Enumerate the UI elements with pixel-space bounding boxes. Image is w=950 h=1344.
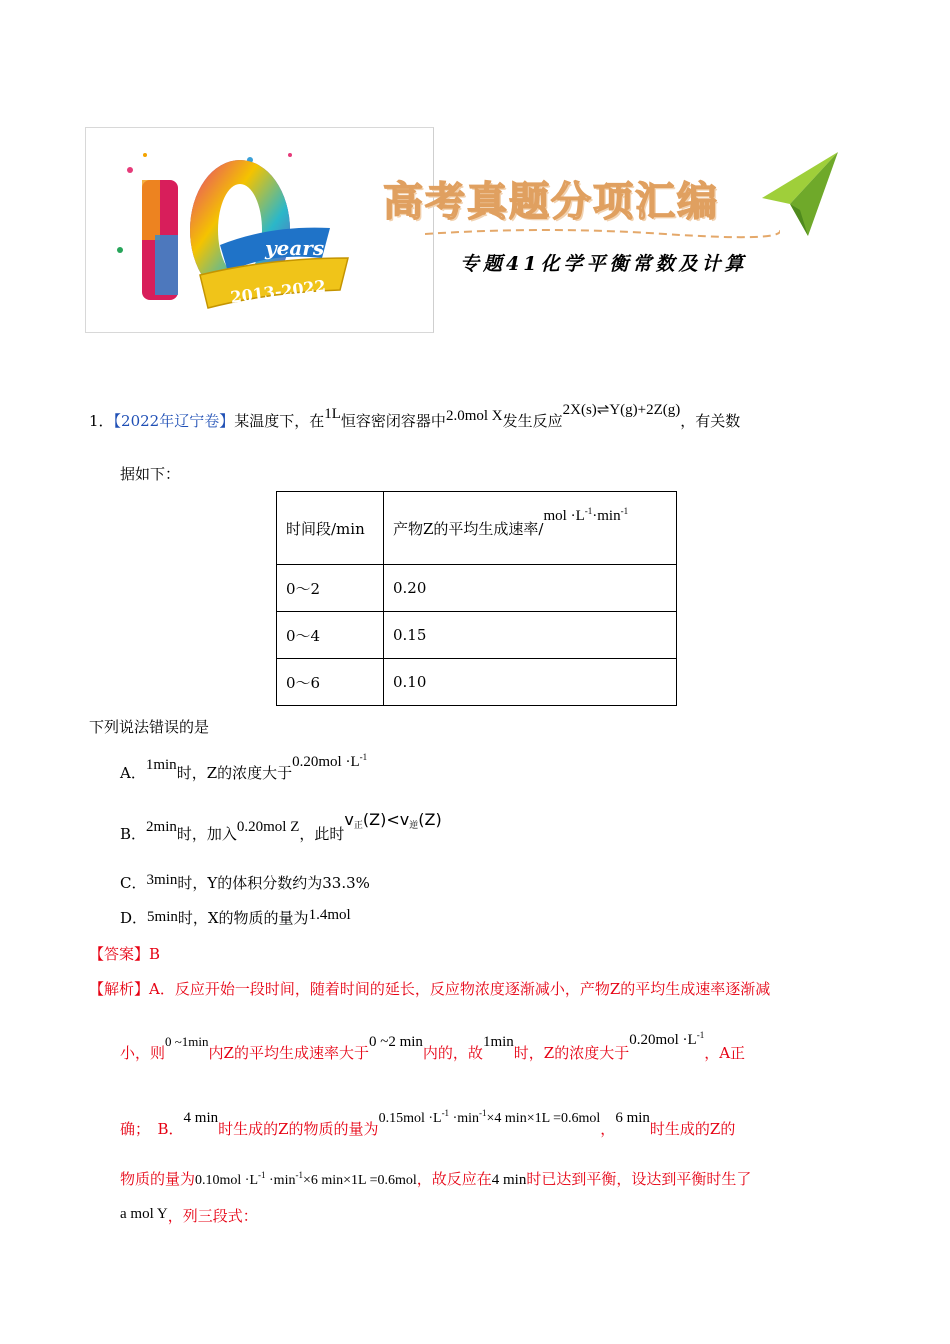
- question-line-1: [89, 402, 741, 431]
- analysis-text: ，A正: [704, 1044, 746, 1062]
- logo-years-text: years: [265, 236, 325, 260]
- unit-exp: -1: [584, 505, 593, 516]
- answer-line: [89, 943, 160, 964]
- banner-title: 高考真题分项汇编: [383, 178, 719, 225]
- unit-exp: -1: [479, 1108, 487, 1118]
- unit-exp: -1: [295, 1170, 303, 1180]
- unit-exp: -1: [696, 1030, 705, 1040]
- table-cell: 0.10: [384, 659, 677, 706]
- math-amount: 1.4mol: [308, 907, 351, 923]
- option-text: 时，Y的体积分数约为33.3%: [177, 874, 370, 892]
- paper-plane-icon: [760, 150, 840, 240]
- option-d: [120, 907, 351, 928]
- table-row: [277, 612, 677, 659]
- reaction-equation: 2X(s)⇌Y(g)+2Z(g): [562, 402, 681, 418]
- option-c: [120, 872, 370, 893]
- question-text: 某温度下，在: [234, 412, 325, 430]
- math-interval: 0 ~1min: [165, 1034, 209, 1049]
- math-time: 1min: [482, 1034, 514, 1050]
- math-sub: 逆: [409, 821, 419, 831]
- data-table: [276, 491, 677, 706]
- analysis-text: 时，Z的浓度大于: [513, 1044, 630, 1062]
- math-part: ×4 min×1L =0.6mol: [486, 1111, 601, 1126]
- option-text: 时，X的物质的量为: [177, 909, 309, 927]
- ten-years-logo: [100, 140, 400, 320]
- option-text: 时，Z的浓度大于: [176, 764, 293, 782]
- math-part: (Z): [418, 810, 442, 829]
- option-label: C．: [120, 874, 147, 892]
- math-rate-compare: [344, 810, 441, 829]
- analysis-text: 时已达到平衡，设达到平衡时生了: [526, 1170, 752, 1188]
- question-text: ，有关数: [680, 412, 741, 430]
- math-part: ×6 min×1L =0.6mol: [302, 1173, 417, 1188]
- table-header-cell: [277, 492, 384, 565]
- math-amount: 2.0mol X: [445, 408, 503, 424]
- math-volume: 1L: [324, 406, 341, 422]
- analysis-text: 内的，故: [422, 1044, 483, 1062]
- analysis-label: 【解析】: [89, 980, 150, 998]
- question-source: 【2022年辽宁卷】: [113, 412, 235, 430]
- math-sub: 正: [353, 821, 363, 831]
- analysis-line-1: [89, 978, 770, 999]
- math-part: v: [344, 810, 354, 829]
- table-row: [277, 659, 677, 706]
- table-header-row: [277, 492, 677, 565]
- analysis-line-5: [120, 1205, 258, 1226]
- header-time-period: 时间段/min: [286, 519, 365, 538]
- logo-years-range: 2013-2022: [229, 276, 327, 307]
- analysis-line-3: [120, 1108, 736, 1139]
- math-time: 4 min: [491, 1172, 527, 1188]
- unit-part: ·min: [592, 507, 621, 524]
- unit-exp: -1: [620, 505, 629, 516]
- math-conc: [629, 1032, 704, 1048]
- unit-part: 0.20mol ·L: [292, 754, 360, 770]
- option-b: [120, 810, 442, 845]
- analysis-text: 确； B．: [120, 1120, 184, 1138]
- math-interval: 0 ~2 min: [368, 1034, 423, 1050]
- question-text: 发生反应: [502, 412, 563, 430]
- option-label: B．: [120, 825, 147, 843]
- analysis-text: A．反应开始一段时间，随着时间的延长，反应物浓度逐渐减小，产物Z的平均生成速率逐渐减: [149, 980, 771, 998]
- math-conc: [292, 754, 367, 770]
- math-part: ·min: [449, 1111, 480, 1126]
- question-prompt: 下列说法错误的是: [89, 718, 210, 736]
- math-part: 0.15mol ·L: [378, 1111, 442, 1126]
- math-part: ·min: [265, 1173, 296, 1188]
- math-amount: 0.20mol Z: [236, 819, 300, 835]
- banner-dashed-line: [425, 226, 780, 240]
- option-a: [120, 752, 368, 783]
- table-header-cell: [384, 492, 677, 565]
- header-rate-unit: [543, 505, 629, 524]
- question-number: 1．: [89, 412, 114, 430]
- math-time: 1min: [145, 757, 177, 773]
- math-time: 3min: [146, 872, 178, 888]
- table-cell: 0～6: [277, 659, 384, 706]
- table-cell: 0～4: [277, 612, 384, 659]
- answer-label: 【答案】: [89, 945, 150, 963]
- analysis-text: 小，则: [120, 1044, 166, 1062]
- table-row: [277, 565, 677, 612]
- option-text: ，此时: [299, 825, 345, 843]
- unit-exp: -1: [258, 1170, 266, 1180]
- math-calc: [195, 1170, 417, 1188]
- answer-value: B: [149, 945, 161, 963]
- question-text: 恒容密闭容器中: [340, 412, 446, 430]
- unit-part: mol ·L: [543, 507, 585, 524]
- analysis-text: ，: [600, 1120, 616, 1138]
- header-rate-label: 产物Z的平均生成速率/: [393, 519, 544, 538]
- unit-exp: -1: [441, 1108, 450, 1118]
- analysis-line-4: [120, 1168, 751, 1189]
- math-amount: a mol Y: [120, 1206, 168, 1222]
- math-calc: [378, 1108, 601, 1126]
- analysis-text: 时生成的Z的: [649, 1120, 736, 1138]
- analysis-text: 时生成的Z的物质的量为: [218, 1120, 379, 1138]
- analysis-text: ，列三段式：: [167, 1207, 258, 1225]
- math-time: 6 min: [615, 1110, 650, 1126]
- unit-exp: -1: [359, 752, 368, 762]
- table-cell: 0.20: [384, 565, 677, 612]
- math-time: 5min: [147, 909, 178, 925]
- math-part: (Z)<v: [362, 810, 410, 829]
- banner-subtitle: 专题41化学平衡常数及计算: [460, 253, 748, 275]
- option-label: D．: [120, 909, 148, 927]
- table-cell: 0.15: [384, 612, 677, 659]
- table-cell: 0～2: [277, 565, 384, 612]
- math-part: 0.10mol ·L: [195, 1173, 259, 1188]
- question-line-2: 据如下：: [120, 465, 181, 483]
- option-label: A．: [120, 764, 146, 782]
- math-time: 2min: [146, 819, 177, 835]
- analysis-text: 内Z的平均生成速率大于: [208, 1044, 369, 1062]
- unit-part: 0.20mol ·L: [629, 1032, 697, 1048]
- option-text: 时，加入: [176, 825, 237, 843]
- analysis-text: ，故反应在: [416, 1170, 492, 1188]
- math-time: 4 min: [183, 1110, 219, 1126]
- analysis-text: 物质的量为: [120, 1170, 196, 1188]
